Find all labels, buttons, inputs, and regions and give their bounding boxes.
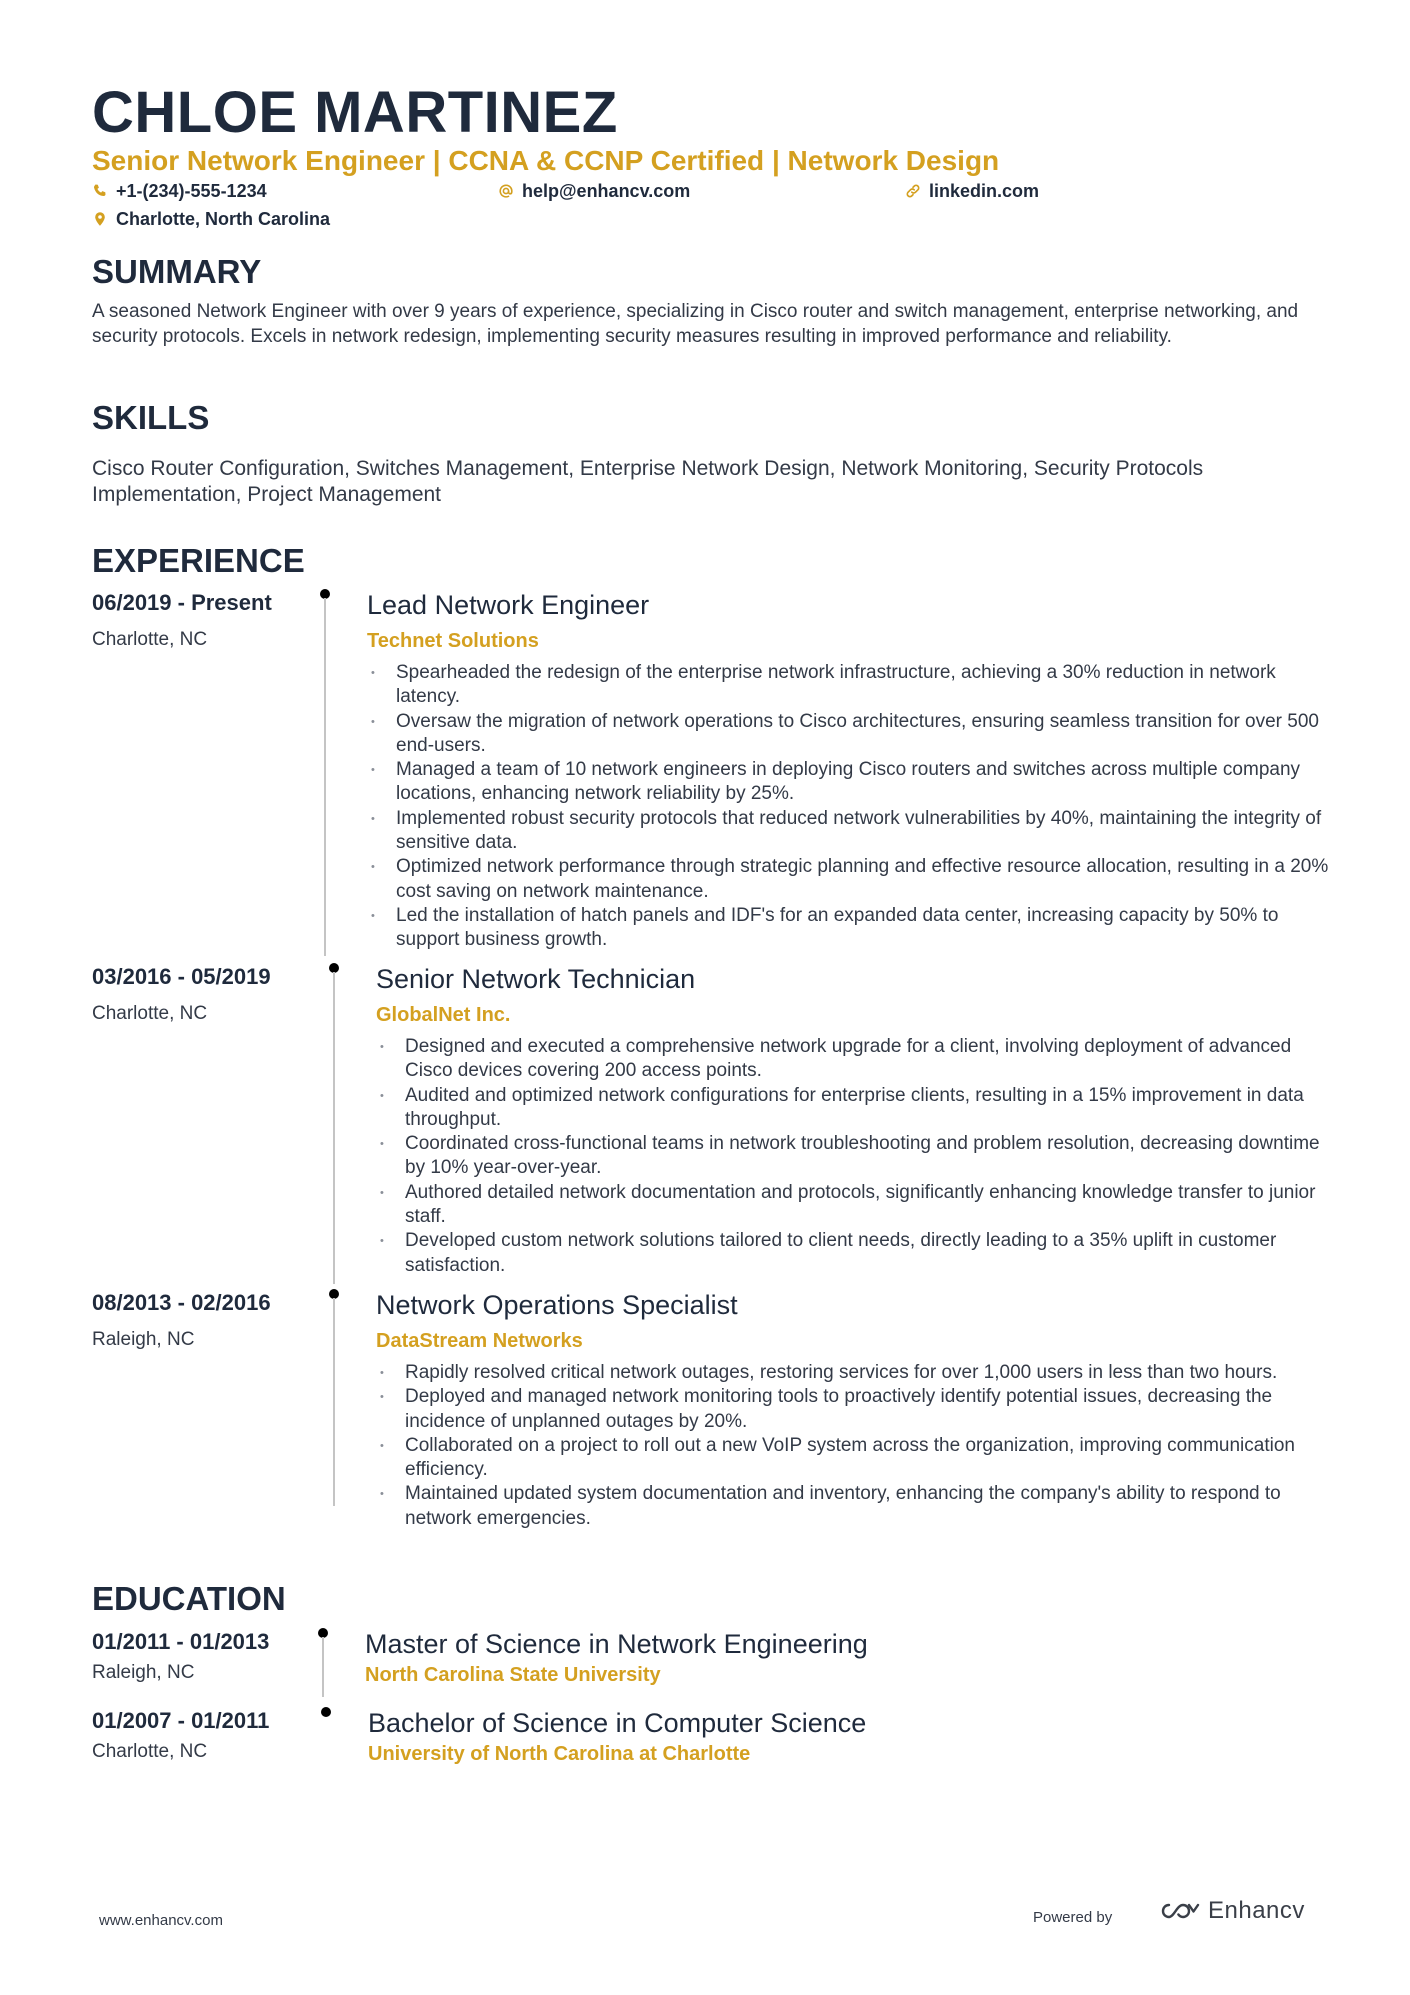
bullet-item: • Audited and optimized network configurations for enterprise clients, resulting in a 15% improvement in data throughput. [376, 1084, 1336, 1133]
education-location: Raleigh, NC [92, 1662, 195, 1683]
education-school: North Carolina State University [365, 1664, 661, 1686]
enhancv-logo-icon [1152, 1896, 1202, 1926]
candidate-name: CHLOE MARTINEZ [92, 80, 618, 145]
experience-bullets [376, 1035, 1336, 1278]
experience-dates: 08/2013 - 02/2016 [92, 1290, 271, 1315]
contact-location [92, 208, 330, 230]
bullet-item: • Maintained updated system documentation and inventory, enhancing the company's ability to respond to network emergencies. [376, 1482, 1311, 1531]
education-heading: EDUCATION [92, 1580, 286, 1617]
timeline-line [322, 1637, 324, 1697]
experience-company: GlobalNet Inc. [376, 1004, 511, 1026]
experience-bullets [367, 661, 1332, 953]
timeline-line [333, 972, 335, 1284]
bullet-item: • Optimized network performance through strategic planning and effective resource allocation, resulting in a 20% cost saving on network maintenance. [367, 855, 1332, 904]
link-icon [905, 183, 921, 199]
brand-logo[interactable] [1152, 1896, 1305, 1926]
candidate-headline: Senior Network Engineer | CCNA & CCNP Certified | Network Design [92, 145, 1000, 176]
experience-heading: EXPERIENCE [92, 542, 305, 579]
bullet-item: • Developed custom network solutions tailored to client needs, directly leading to a 35% uplift in customer satisfaction. [376, 1229, 1336, 1278]
footer-powered-by: Powered by [1033, 1909, 1113, 1926]
bullet-item: • Rapidly resolved critical network outages, restoring services for over 1,000 users in less than two hours. [376, 1361, 1311, 1385]
education-dates: 01/2011 - 01/2013 [92, 1629, 270, 1654]
skills-text: Cisco Router Configuration, Switches Management, Enterprise Network Design, Network Monitoring, Security Protocols Implementation, Project Management [92, 457, 1204, 506]
experience-location: Raleigh, NC [92, 1329, 195, 1350]
bullet-item: • Spearheaded the redesign of the enterprise network infrastructure, achieving a 30% reduction in network latency. [367, 661, 1332, 710]
experience-role: Senior Network Technician [376, 964, 696, 994]
education-school: University of North Carolina at Charlotte [368, 1743, 751, 1765]
footer-website[interactable]: www.enhancv.com [99, 1912, 223, 1929]
email-text: help@enhancv.com [522, 181, 691, 201]
education-dates: 01/2007 - 01/2011 [92, 1708, 270, 1733]
at-sign-icon [498, 183, 514, 199]
experience-dates: 03/2016 - 05/2019 [92, 964, 271, 989]
education-location: Charlotte, NC [92, 1741, 208, 1762]
location-text: Charlotte, North Carolina [116, 209, 331, 229]
phone-icon [92, 183, 108, 199]
timeline-line [333, 1298, 335, 1506]
contact-linkedin [905, 180, 1039, 202]
experience-company: Technet Solutions [367, 630, 539, 652]
timeline-dot [321, 1707, 331, 1717]
bullet-item: • Oversaw the migration of network operations to Cisco architectures, ensuring seamless transition for over 500 end-users. [367, 710, 1332, 759]
contact-phone [92, 180, 267, 202]
experience-location: Charlotte, NC [92, 629, 208, 650]
bullet-item: • Implemented robust security protocols that reduced network vulnerabilities by 40%, maintaining the integrity of sensitive data. [367, 807, 1332, 856]
experience-location: Charlotte, NC [92, 1003, 208, 1024]
experience-bullets [376, 1361, 1311, 1531]
experience-company: DataStream Networks [376, 1330, 583, 1352]
summary-text: A seasoned Network Engineer with over 9 years of experience, specializing in Cisco router and switch management, enterprise networking, and security protocols. Excels in network redesign, implementing security measures resulting in improved performance and reliability. [92, 301, 1299, 347]
bullet-item: • Authored detailed network documentation and protocols, significantly enhancing knowledge transfer to junior staff. [376, 1181, 1336, 1230]
experience-role: Lead Network Engineer [367, 590, 650, 620]
skills-heading: SKILLS [92, 399, 210, 436]
education-degree: Master of Science in Network Engineering [365, 1629, 868, 1659]
phone-text: +1-(234)-555-1234 [116, 181, 267, 201]
bullet-item: • Coordinated cross-functional teams in network troubleshooting and problem resolution, decreasing downtime by 10% year-over-year. [376, 1132, 1336, 1181]
experience-role: Network Operations Specialist [376, 1290, 738, 1320]
linkedin-text: linkedin.com [929, 181, 1040, 201]
contact-email [498, 180, 690, 202]
bullet-item: • Led the installation of hatch panels and IDF's for an expanded data center, increasing capacity by 50% to support business growth. [367, 904, 1332, 953]
bullet-item: • Designed and executed a comprehensive network upgrade for a client, involving deployment of advanced Cisco devices covering 200 access points. [376, 1035, 1336, 1084]
bullet-item: • Collaborated on a project to roll out a new VoIP system across the organization, improving communication efficiency. [376, 1434, 1311, 1483]
summary-heading: SUMMARY [92, 253, 262, 290]
education-degree: Bachelor of Science in Computer Science [368, 1708, 867, 1738]
brand-name: Enhancv [1208, 1897, 1305, 1924]
timeline-line [324, 598, 326, 956]
location-pin-icon [92, 211, 108, 227]
bullet-item: • Deployed and managed network monitoring tools to proactively identify potential issues, decreasing the incidence of unplanned outages by 20%. [376, 1385, 1311, 1434]
bullet-item: • Managed a team of 10 network engineers in deploying Cisco routers and switches across multiple company locations, enhancing network reliability by 25%. [367, 758, 1332, 807]
experience-dates: 06/2019 - Present [92, 590, 272, 615]
